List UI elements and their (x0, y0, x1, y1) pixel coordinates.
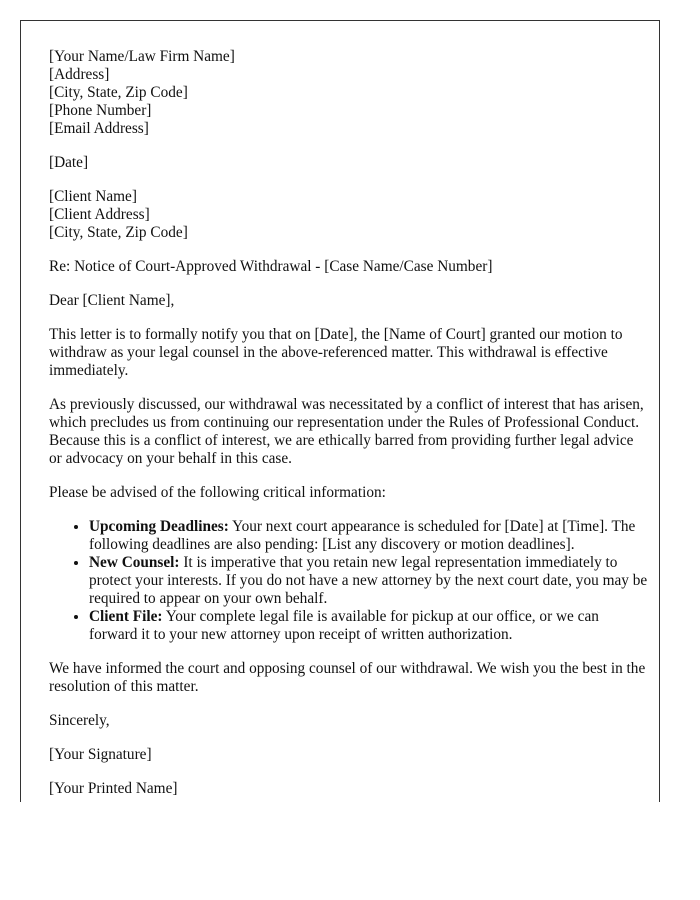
recipient-block (49, 188, 649, 242)
salutation: Dear [Client Name], (49, 292, 175, 309)
sender-phone: [Phone Number] (49, 102, 152, 119)
subject-line: Re: Notice of Court-Approved Withdrawal - [Case Name/Case Number] (49, 258, 493, 275)
sender-city-state-zip: [City, State, Zip Code] (49, 84, 188, 101)
sender-email: [Email Address] (49, 120, 149, 137)
closing: Sincerely, (49, 712, 110, 729)
recipient-city-state-zip: [City, State, Zip Code] (49, 224, 188, 241)
paragraph-advisory-intro: Please be advised of the following critical information: (49, 484, 386, 501)
recipient-address: [Client Address] (49, 206, 150, 223)
printed-name: [Your Printed Name] (49, 780, 178, 797)
letter-page (20, 20, 660, 802)
paragraph-notification: This letter is to formally notify you that on [Date], the [Name of Court] granted our motion to withdraw as your legal counsel in the above-referenced matter. This withdrawal is effective immediately. (49, 326, 623, 379)
list-item-heading: Upcoming Deadlines: (89, 518, 229, 535)
list-item-deadlines (89, 518, 649, 554)
sender-block (49, 48, 649, 138)
list-item-client-file (89, 608, 649, 644)
critical-info-list (49, 518, 649, 644)
recipient-name: [Client Name] (49, 188, 137, 205)
letter-content (49, 48, 649, 802)
sender-address: [Address] (49, 66, 110, 83)
closing-paragraph: We have informed the court and opposing counsel of our withdrawal. We wish you the best in the resolution of this matter. (49, 660, 646, 695)
paragraph-conflict: As previously discussed, our withdrawal was necessitated by a conflict of interest that has arisen, which precludes us from continuing our representation under the Rules of Professional Conduct. Because this is a conflict of interest, we are ethically barred from providing further legal advice or advocacy on your behalf in this case. (49, 396, 644, 467)
sender-name: [Your Name/Law Firm Name] (49, 48, 235, 65)
signature: [Your Signature] (49, 746, 152, 763)
list-item-new-counsel (89, 554, 649, 608)
list-item-text: Your complete legal file is available for pickup at our office, or we can forward it to your new attorney upon receipt of written authorization. (89, 608, 599, 643)
list-item-heading: New Counsel: (89, 554, 180, 571)
letter-date: [Date] (49, 154, 89, 171)
list-item-text: Your next court appearance is scheduled for [Date] at [Time]. The following deadlines are also pending: [List any discovery or motion deadlines]. (89, 518, 636, 553)
list-item-text: It is imperative that you retain new legal representation immediately to protect your interests. If you do not have a new attorney by the next court date, you may be required to appear on your own behalf. (89, 554, 648, 607)
list-item-heading: Client File: (89, 608, 163, 625)
